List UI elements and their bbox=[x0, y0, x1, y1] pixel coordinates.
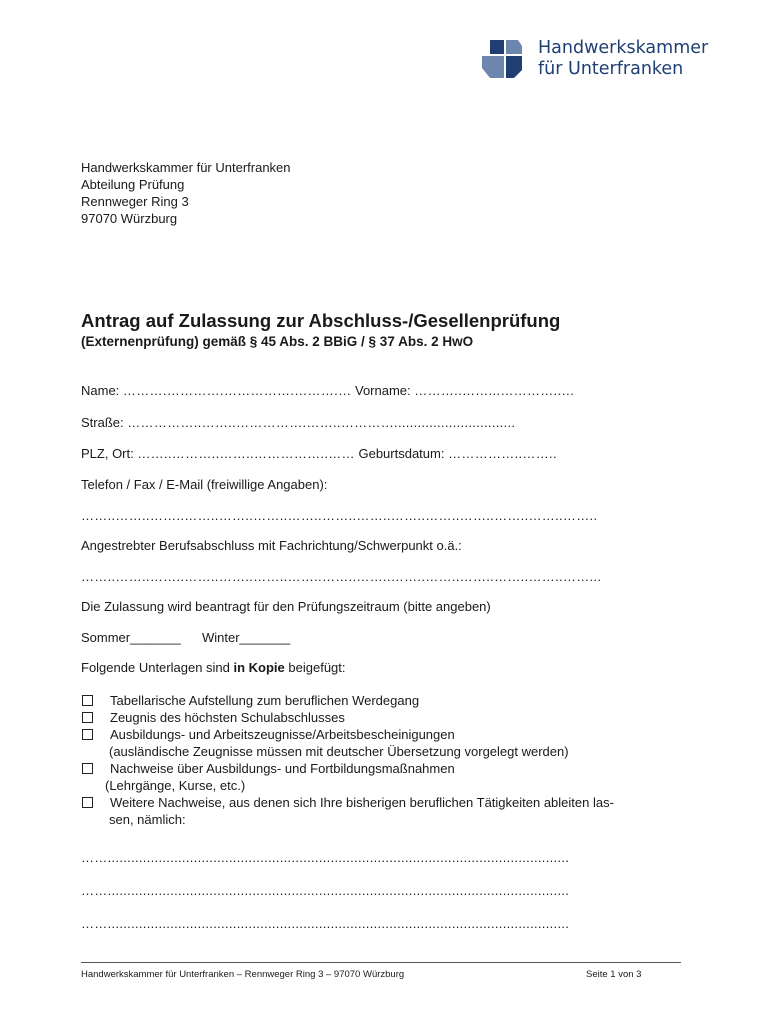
checkbox[interactable] bbox=[82, 695, 93, 706]
checklist-item-text: Tabellarische Aufstellung zum beruflichen Werdegang bbox=[110, 693, 420, 708]
checklist-item-note: sen, nämlich: bbox=[109, 812, 186, 827]
checklist-item-text: Nachweise über Ausbildungs- und Fortbildungsmaßnahmen bbox=[110, 761, 455, 776]
unterlagen-text bbox=[81, 660, 346, 675]
page-number: Seite 1 von 3 bbox=[586, 969, 642, 980]
checklist-item-note: (Lehrgänge, Kurse, etc.) bbox=[105, 778, 246, 793]
hwk-logo bbox=[482, 38, 722, 82]
document-title: Antrag auf Zulassung zur Abschluss-/Gesellenprüfung bbox=[81, 310, 561, 331]
checklist-item bbox=[81, 726, 671, 743]
geburtsdatum-field[interactable]: ……………..…….. bbox=[448, 446, 557, 461]
winter-field[interactable]: Winter_______ bbox=[201, 630, 291, 645]
fill-line[interactable]: ……...................................................................................................................... bbox=[81, 883, 570, 898]
address-line: 97070 Würzburg bbox=[81, 211, 178, 226]
checkbox[interactable] bbox=[82, 763, 93, 774]
footer-address: Handwerkskammer für Unterfranken – Rennweger Ring 3 – 97070 Würzburg bbox=[81, 969, 405, 980]
footer-divider bbox=[81, 962, 681, 963]
name-label: Name: bbox=[81, 383, 120, 398]
address-line: Abteilung Prüfung bbox=[81, 177, 185, 192]
unterlagen-suffix: beigefügt: bbox=[284, 660, 346, 675]
checklist-item-text: Weitere Nachweise, aus denen sich Ihre bisherigen beruflichen Tätigkeiten ableiten las- bbox=[110, 795, 614, 810]
name-field[interactable]: ……….………….…………….……….… bbox=[122, 383, 352, 398]
unterlagen-prefix: Folgende Unterlagen sind bbox=[81, 660, 234, 675]
unterlagen-bold: in Kopie bbox=[233, 660, 285, 675]
checklist-item bbox=[81, 692, 671, 709]
fill-line[interactable]: ……...................................................................................................................... bbox=[81, 850, 570, 865]
vorname-label: Vorname: bbox=[355, 383, 411, 398]
recipient-address bbox=[81, 159, 291, 227]
checklist-item-note: (ausländische Zeugnisse müssen mit deutscher Übersetzung vorgelegt werden) bbox=[109, 744, 569, 759]
fill-line[interactable]: ……...................................................................................................................... bbox=[81, 916, 570, 931]
plz-field[interactable]: ……..………..……..……………..…… bbox=[137, 446, 355, 461]
plz-row bbox=[81, 446, 557, 461]
document-checklist bbox=[81, 692, 671, 828]
checkbox[interactable] bbox=[82, 712, 93, 723]
hwk-logo-icon bbox=[482, 40, 522, 78]
sommer-field[interactable]: Sommer_______ bbox=[81, 630, 181, 645]
address-line: Rennweger Ring 3 bbox=[81, 194, 189, 209]
abschluss-label: Angestrebter Berufsabschluss mit Fachrichtung/Schwerpunkt o.ä.: bbox=[81, 538, 462, 553]
strasse-label: Straße: bbox=[81, 415, 124, 430]
checkbox[interactable] bbox=[82, 729, 93, 740]
document-subtitle: (Externenprüfung) gemäß § 45 Abs. 2 BBiG / § 37 Abs. 2 HwO bbox=[81, 334, 474, 349]
telefon-label: Telefon / Fax / E-Mail (freiwillige Angaben): bbox=[81, 477, 328, 492]
zeitraum-row bbox=[81, 630, 290, 645]
checklist-item bbox=[81, 760, 671, 777]
strasse-row bbox=[81, 415, 515, 430]
strasse-field[interactable]: ……………..……..…………….……..…………............................... bbox=[127, 415, 516, 430]
abschluss-field[interactable]: ……..……..……..……..……..……..……..……..……..……..……..……..……..……..……... bbox=[81, 569, 602, 584]
checkbox[interactable] bbox=[82, 797, 93, 808]
checklist-item-text: Zeugnis des höchsten Schulabschlusses bbox=[110, 710, 345, 725]
zeitraum-text: Die Zulassung wird beantragt für den Prüfungszeitraum (bitte angeben) bbox=[81, 599, 491, 614]
telefon-field[interactable]: ……..……..……..……..……..……..……..……..……..……..……..……..……..……..…….. bbox=[81, 508, 598, 523]
logo-line-1: Handwerkskammer bbox=[538, 38, 709, 58]
checklist-item-text: Ausbildungs- und Arbeitszeugnisse/Arbeitsbescheinigungen bbox=[110, 727, 455, 742]
address-line: Handwerkskammer für Unterfranken bbox=[81, 160, 291, 175]
logo-wordmark bbox=[538, 38, 708, 80]
plz-label: PLZ, Ort: bbox=[81, 446, 134, 461]
checklist-item bbox=[81, 709, 671, 726]
name-row bbox=[81, 383, 575, 398]
checklist-item bbox=[81, 794, 671, 811]
geburtsdatum-label: Geburtsdatum: bbox=[358, 446, 445, 461]
logo-line-2: für Unterfranken bbox=[538, 59, 684, 79]
vorname-field[interactable]: ………..……...…………..… bbox=[414, 383, 575, 398]
